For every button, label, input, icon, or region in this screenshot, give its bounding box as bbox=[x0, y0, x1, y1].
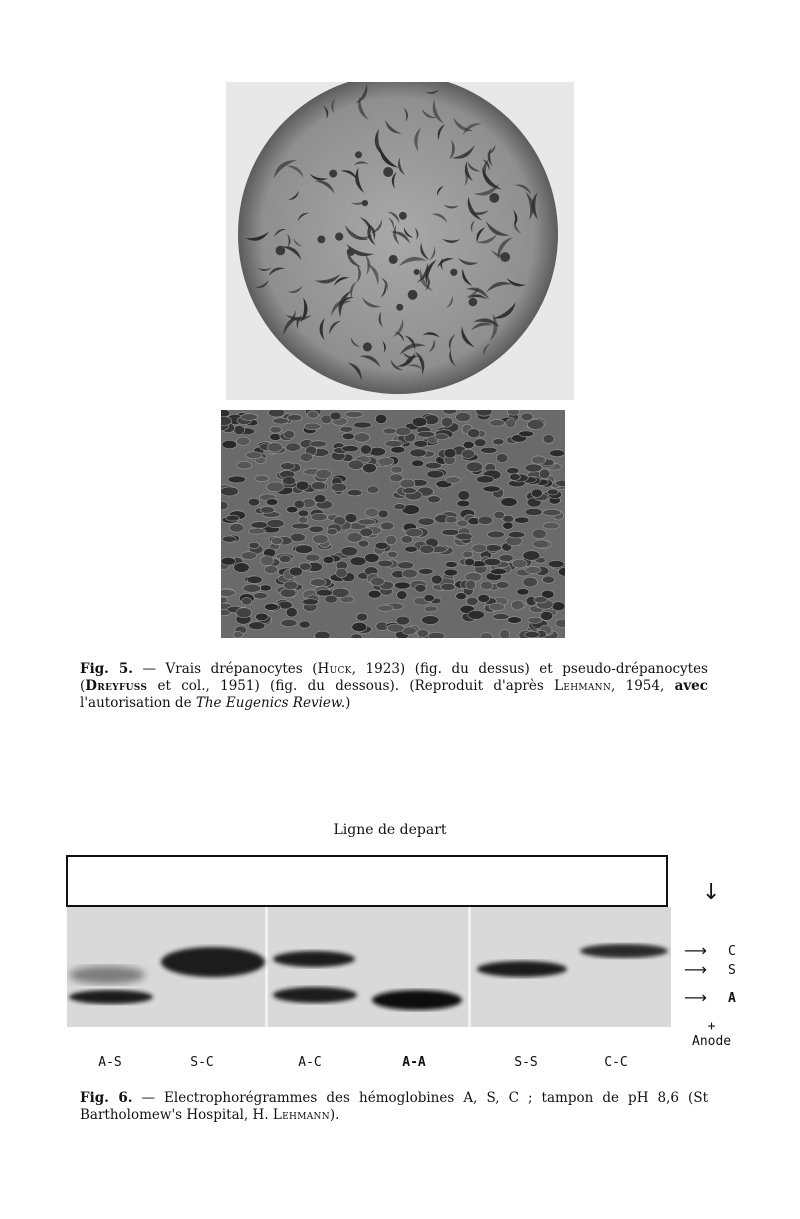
anode-text: Anode bbox=[692, 1034, 732, 1049]
arrow-right-icon: ⟶ bbox=[684, 988, 707, 1007]
fig5-caption-text: l'autorisation de bbox=[80, 695, 196, 711]
author-huck: Huck bbox=[317, 661, 352, 677]
author-dreyfuss: Dreyfuss bbox=[85, 678, 148, 694]
author-lehmann: Lehmann bbox=[554, 678, 612, 694]
fig6-caption-text: ). bbox=[329, 1107, 340, 1123]
lane-label-a-c: A-C bbox=[298, 1055, 322, 1070]
fig6-caption-text: — Electrophorégrammes des hémoglobines A, S, C ; tampon de pH 8,6 (St Bartholomew's Hospital, H. bbox=[80, 1090, 708, 1123]
lane-label-a-s: A-S bbox=[98, 1055, 122, 1070]
pseudo-sickle-cells-drawing bbox=[221, 410, 565, 638]
fig5-caption-text: avec bbox=[674, 678, 708, 694]
fig5-caption-text: et col., 1951) (fig. du dessous). (Reproduit d'après bbox=[147, 678, 555, 694]
start-line-label: Ligne de depart bbox=[333, 822, 447, 838]
fig5-number: Fig. 5. bbox=[80, 661, 133, 677]
arrow-right-icon: ⟶ bbox=[684, 941, 707, 960]
migration-arrow-icon: ↓ bbox=[702, 880, 721, 905]
journal-title: The Eugenics Review. bbox=[195, 695, 346, 711]
arrow-right-icon: ⟶ bbox=[684, 960, 707, 979]
band-label-a: A bbox=[728, 991, 736, 1006]
band-label-c: C bbox=[728, 944, 736, 959]
anode-label bbox=[692, 1019, 731, 1049]
fig6-caption bbox=[80, 1090, 708, 1124]
lane-label-a-a: A-A bbox=[402, 1055, 426, 1070]
sickle-cells-drawing bbox=[226, 82, 574, 400]
gel-drawing bbox=[67, 907, 671, 1027]
electrophoresis-gel bbox=[67, 907, 671, 1027]
lane-label-s-s: S-S bbox=[514, 1055, 538, 1070]
fig5-caption bbox=[80, 661, 708, 712]
author-lehmann: Lehmann bbox=[272, 1107, 330, 1123]
fig5-caption-text: , 1954, bbox=[611, 678, 675, 694]
sickle-cells-photo bbox=[226, 82, 574, 400]
pseudo-sickle-cells-photo bbox=[221, 410, 565, 638]
anode-plus: + bbox=[707, 1019, 716, 1034]
fig5-caption-text: , 1923) (fig. du dessus) et pseudo-drépanocytes ( bbox=[80, 661, 708, 694]
lane-label-c-c: C-C bbox=[604, 1055, 628, 1070]
start-line-box bbox=[66, 855, 668, 907]
fig5-caption-text: — Vrais drépanocytes ( bbox=[132, 661, 318, 677]
lane-label-s-c: S-C bbox=[190, 1055, 214, 1070]
fig6-number: Fig. 6. bbox=[80, 1090, 133, 1106]
band-label-s: S bbox=[728, 963, 736, 978]
fig5-caption-text: ) bbox=[345, 695, 351, 711]
